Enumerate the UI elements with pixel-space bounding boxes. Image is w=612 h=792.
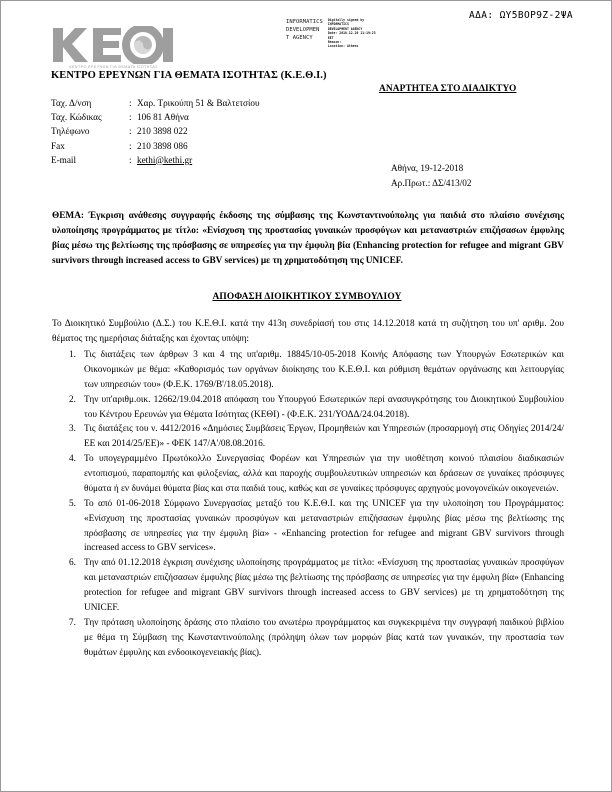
digital-signature-stamp bbox=[286, 18, 376, 49]
signature-detail-line-4: Date: 2018.12.20 11:19:23 bbox=[327, 31, 376, 36]
clause-item bbox=[52, 616, 564, 661]
clause-number: 3. bbox=[69, 424, 76, 435]
contact-value: 210 3898 022 bbox=[137, 126, 188, 137]
signature-detail-line-3: DEVELOPMENT AGENCY bbox=[327, 26, 363, 31]
clause-item bbox=[52, 422, 564, 452]
signature-detail-line-7: Location: Athens bbox=[327, 44, 359, 49]
place-date: Αθήνα, 19-12-2018 bbox=[391, 163, 464, 173]
clause-text: Την από 01.12.2018 έγκριση συνέχισης υλοποίησης προγράμματος με τίτλο: «Ενίσχυση της προστασίας γυναικών προσφύγων και μεταναστριών επιζήσασων έμφυλης βίας μέσω της βελτίωσης της πρόσβασης σε υπηρεσίες για την έμφυλη βία» (Enhancing protection for refugee and migrant GBV survivors through increased access to GBV services) με τη χρηματοδότηση της UNICEF. bbox=[84, 558, 564, 613]
contact-label: Τηλέφωνο bbox=[51, 126, 90, 137]
protocol-number: Αρ.Πρωτ.: ΔΣ/413/02 bbox=[391, 177, 472, 188]
clause-item bbox=[52, 497, 564, 557]
ada-code: ΑΔΑ: ΩΥ5ΒΟΡ9Ζ-2ΨΑ bbox=[468, 10, 573, 21]
contact-label: Ταχ. Κώδικας bbox=[51, 112, 102, 123]
contact-separator: : bbox=[129, 140, 132, 151]
upload-notice: ΑΝΑΡΤΗΤΕΑ ΣΤΟ ΔΙΑΔΙΚΤΥΟ bbox=[379, 84, 517, 94]
signature-detail-line-5: EET bbox=[327, 35, 334, 40]
signature-agency-line-2: DEVELOPMEN bbox=[286, 27, 320, 34]
contact-label: Fax bbox=[51, 140, 65, 151]
clause-number: 7. bbox=[69, 617, 76, 628]
decision-heading bbox=[1, 292, 612, 302]
clause-number: 4. bbox=[69, 454, 76, 465]
clause-list bbox=[52, 348, 564, 660]
subject-text: Έγκριση ανάθεσης συγγραφής έκδοσης της σύμβασης της Κωνσταντινούπολης για παιδιά στο πλαίσιο συνέχισης υλοποίησης προγράμματος με τίτλο: «Ενίσχυση της προστασίας γυναικών προσφύγων και μεταναστριών επιζήσασων έμφυλης βίας μέσω της βελτίωσης της πρόσβασης σε υπηρεσίες για την έμφυλη βία (Enhancing protection for refugee and migrant GBV survivors through increased access to GBV services) με τη χρηματοδότηση της UNICEF. bbox=[52, 211, 565, 267]
clause-item bbox=[52, 452, 564, 497]
contact-separator: : bbox=[129, 112, 132, 123]
decision-heading-text: ΑΠΟΦΑΣΗ ΔΙΟΙΚΗΤΙΚΟΥ ΣΥΜΒΟΥΛΙΟΥ bbox=[212, 292, 402, 302]
organisation-title: ΚΕΝΤΡΟ ΕΡΕΥΝΩΝ ΓΙΑ ΘΕΜΑΤΑ ΙΣΟΤΗΤΑΣ (Κ.Ε.Θ.Ι.) bbox=[51, 70, 327, 81]
clause-number: 5. bbox=[69, 498, 76, 509]
subject-paragraph bbox=[52, 209, 564, 269]
signature-detail-line-2: INFORMATICS bbox=[327, 22, 349, 27]
contact-separator: : bbox=[129, 126, 132, 137]
subject-label: ΘΕΜΑ: bbox=[52, 211, 85, 221]
clause-text: Την υπ'αριθμ.οικ. 12662/19.04.2018 απόφαση του Υπουργού Εσωτερικών περί ανασυγκρότησης του Διοικητικού Συμβουλίου του Κέντρου Ερευνών για Θέματα Ισότητας (ΚΕΘΙ) - (Φ.Ε.Κ. 231/ΥΟΔΔ/24.04.2018). bbox=[84, 394, 564, 420]
contact-value: 106 81 Αθήνα bbox=[137, 112, 189, 123]
clause-item bbox=[52, 556, 564, 616]
clause-number: 2. bbox=[69, 394, 76, 405]
contact-row-postcode bbox=[51, 110, 260, 124]
intro-paragraph: Το Διοικητικό Συμβούλιο (Δ.Σ.) του Κ.Ε.Θ.Ι. κατά την 413η συνεδρίασή του στις 14.12.2018 κατά τη συζήτηση του υπ' αριθμ. 2ου θέματος της ημερήσιας διάταξης και έχοντας υπόψη: bbox=[52, 319, 564, 345]
clause-item bbox=[52, 393, 564, 423]
clause-text: Το υπογεγραμμένο Πρωτόκολλο Συνεργασίας Φορέων και Υπηρεσιών για την υιοθέτηση κοινού πλαισίου διαδικασιών εντοπισμού, παραπομπής και φιλοξενίας, αλλά και παροχής συμβουλευτικών υπηρεσιών και δράσεων σε γυναίκες πρόσφυγες θύματα ή εν δυνάμει θύματα βίας και στα παιδιά τους, καθώς και σε γυναίκες πρόσφυγες αρχηγούς μονογονεϊκών οικογενειών. bbox=[84, 454, 564, 494]
kethi-logo bbox=[51, 26, 176, 69]
contact-row-fax bbox=[51, 139, 260, 153]
contact-details bbox=[51, 96, 260, 167]
clause-text: Την πρόταση υλοποίησης δράσης στο πλαίσιο του ανωτέρω προγράμματος και συγκεκριμένα την συγγραφή παιδικού βιβλίου με θέμα τη Σύμβαση της Κωνσταντινούπολης (πρόληψη όλων των μορφών βίας κατά των γυναικών, την προστασία των θυμάτων έμφυλης και ενδοοικογενειακής βίας). bbox=[84, 617, 564, 658]
contact-separator: : bbox=[129, 98, 132, 108]
logo-tagline: ΚΕΝΤΡΟ ΕΡΕΥΝΩΝ ΓΙΑ ΘΕΜΑΤΑ ΙΣΟΤΗΤΑΣ bbox=[69, 65, 158, 69]
clause-number: 6. bbox=[69, 558, 76, 569]
signature-detail-line-1: Digitally signed by bbox=[327, 18, 365, 22]
signature-details bbox=[328, 18, 376, 49]
place-date-block bbox=[391, 161, 471, 190]
contact-separator: : bbox=[129, 154, 132, 165]
contact-label: E-mail bbox=[51, 154, 77, 165]
contact-row-address bbox=[51, 96, 260, 110]
signature-agency-line-3: T AGENCY bbox=[286, 35, 313, 42]
email-link[interactable]: kethi@kethi.gr bbox=[137, 154, 193, 165]
clause-text: Τις διατάξεις του ν. 4412/2016 «Δημόσιες Συμβάσεις Έργων, Προμηθειών και Υπηρεσιών (προσαρμογή στις Οδηγίες 2014/24/ΕΕ και 2014/25/ΕΕ)» - ΦΕΚ 147/Α'/08.08.2016. bbox=[84, 424, 564, 450]
signature-agency-line-1: INFORMATICS bbox=[286, 19, 323, 25]
clause-text: Τις διατάξεις των άρθρων 3 και 4 της υπ'αριθμ. 18845/10-05-2018 Κοινής Απόφασης των Υπουργών Εσωτερικών και Οικονομικών με θέμα: «Καθορισμός των οργάνων διοίκησης του Κ.Ε.Θ.Ι. και ρύθμιση θεμάτων οργάνωσης και λειτουργίας των υπηρεσιών του» (Φ.Ε.Κ. 1769/Β'/18.05.2018). bbox=[84, 350, 564, 390]
contact-row-phone bbox=[51, 124, 260, 138]
clause-text: Το από 01-06-2018 Σύμφωνο Συνεργασίας μεταξύ του Κ.Ε.Θ.Ι. και της UNICEF για την υλοποίηση του Προγράμματος: «Ενίσχυση της προστασίας γυναικών προσφύγων και μεταναστριών επιζήσασων έμφυλης βίας μέσω της βελτίωσης της πρόσβασης σε υπηρεσίες για την έμφυλη βία» - «Enhancing protection for refugee and migrant GBV survivors through increased access to GBV services». bbox=[84, 498, 564, 554]
contact-value: Χαρ. Τρικούπη 51 & Βαλτετσίου bbox=[137, 98, 260, 108]
clause-item bbox=[52, 348, 564, 393]
contact-row-email bbox=[51, 153, 260, 167]
contact-table bbox=[51, 96, 260, 167]
signature-detail-line-6: Reason: bbox=[327, 39, 342, 44]
clause-number: 1. bbox=[69, 350, 76, 360]
logo-theta-glyph bbox=[126, 28, 160, 62]
kethi-logo-mark bbox=[51, 26, 176, 64]
contact-label: Ταχ. Δ/νση bbox=[51, 98, 92, 108]
signature-agency-name bbox=[286, 18, 323, 43]
contact-value: 210 3898 086 bbox=[137, 140, 188, 151]
